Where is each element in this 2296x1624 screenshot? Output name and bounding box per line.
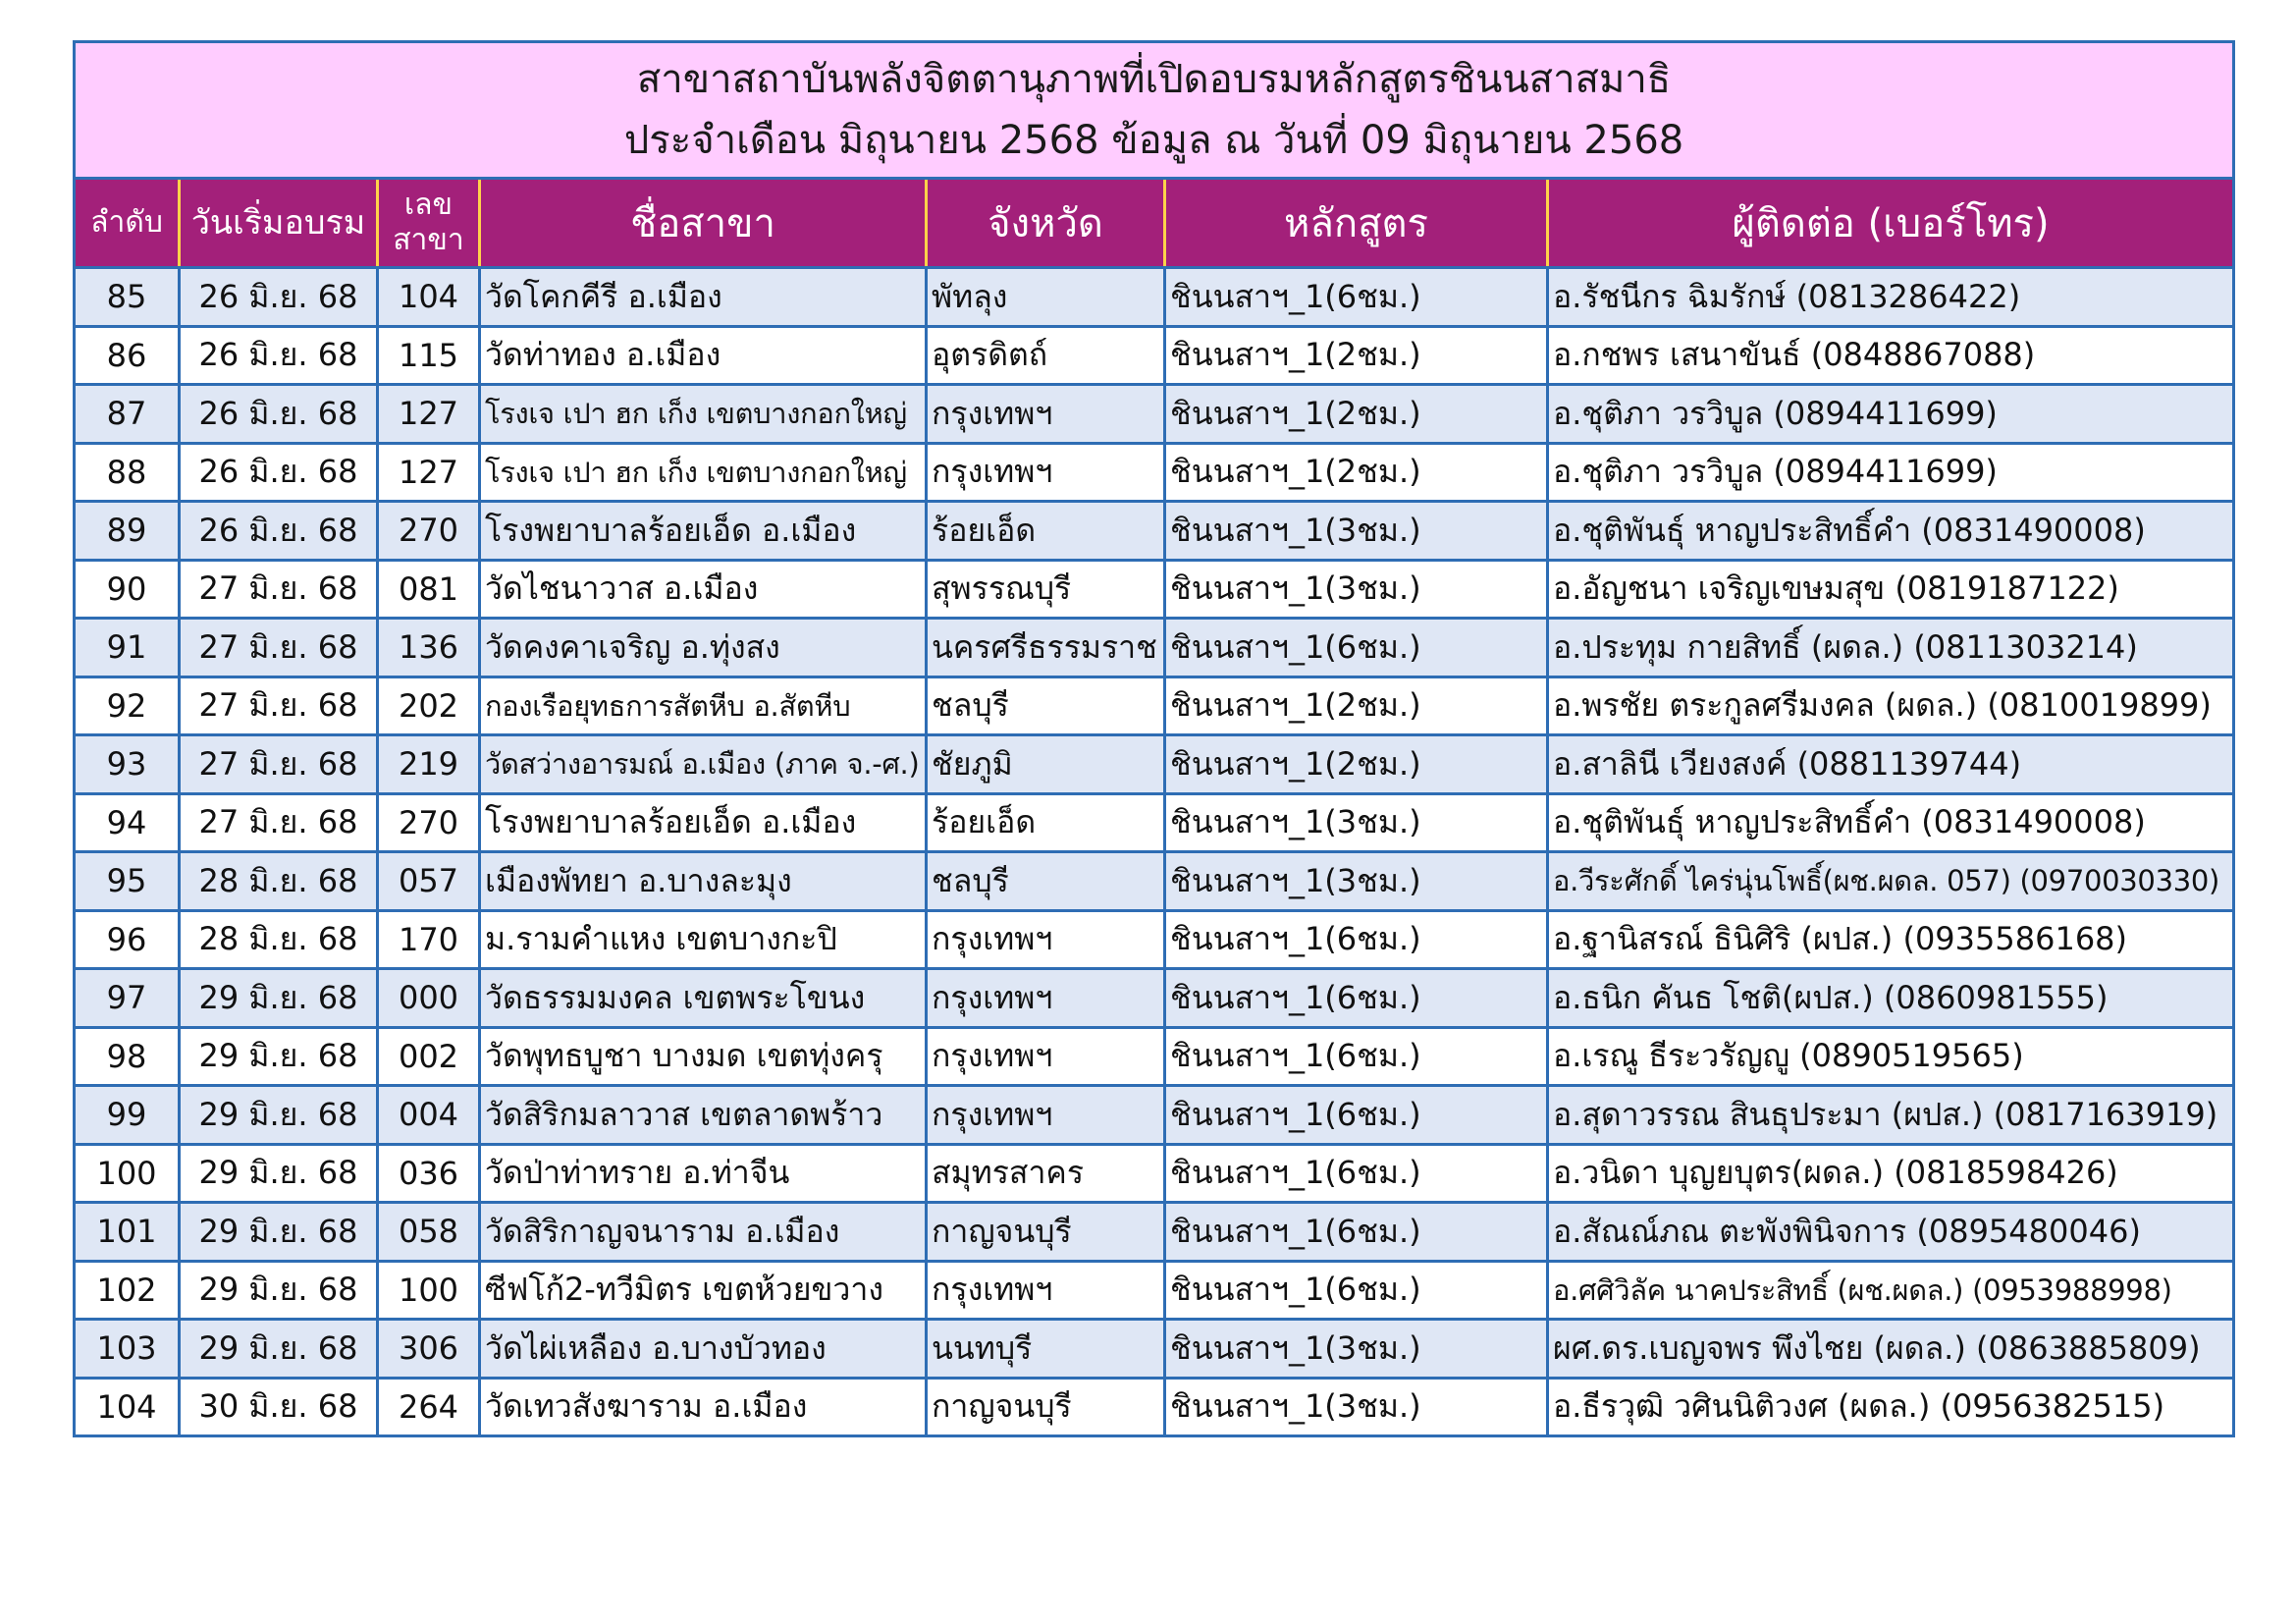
cell-contact: อ.ชุติพันธุ์ หาญประสิทธิ์คำ (0831490008) xyxy=(1548,793,2234,852)
cell-province: กาญจนบุรี xyxy=(927,1378,1165,1436)
header-branch-no-line1: เลข xyxy=(403,188,454,222)
cell-province: กรุงเทพฯ xyxy=(927,1261,1165,1320)
cell-seq: 85 xyxy=(75,268,180,327)
cell-branch-no: 219 xyxy=(378,735,480,794)
cell-seq: 97 xyxy=(75,969,180,1028)
cell-branch-no: 081 xyxy=(378,560,480,619)
header-seq: ลำดับ xyxy=(75,179,180,268)
cell-province: กรุงเทพฯ xyxy=(927,1086,1165,1145)
cell-province: นนทบุรี xyxy=(927,1320,1165,1379)
cell-contact: อ.ธีรวุฒิ วศินนิติวงศ (ผดล.) (0956382515) xyxy=(1548,1378,2234,1436)
table-row xyxy=(75,1320,2234,1379)
cell-contact: อ.ประทุม กายสิทธิ์ (ผดล.) (0811303214) xyxy=(1548,619,2234,677)
column-header-row xyxy=(75,179,2234,268)
cell-branch-name: วัดพุทธบูชา บางมด เขตทุ่งครุ xyxy=(480,1027,927,1086)
cell-branch-no: 104 xyxy=(378,268,480,327)
cell-province: พัทลุง xyxy=(927,268,1165,327)
cell-course: ชินนสาฯ_1(6ชม.) xyxy=(1165,1203,1548,1262)
cell-branch-name: โรงพยาบาลร้อยเอ็ด อ.เมือง xyxy=(480,502,927,561)
table-row xyxy=(75,1203,2234,1262)
cell-branch-name: วัดธรรมมงคล เขตพระโขนง xyxy=(480,969,927,1028)
cell-course: ชินนสาฯ_1(3ชม.) xyxy=(1165,852,1548,911)
cell-course: ชินนสาฯ_1(2ชม.) xyxy=(1165,735,1548,794)
cell-start-date: 26 มิ.ย. 68 xyxy=(180,502,378,561)
cell-course: ชินนสาฯ_1(2ชม.) xyxy=(1165,385,1548,444)
table-row xyxy=(75,1261,2234,1320)
cell-branch-name: วัดสว่างอารมณ์ อ.เมือง (ภาค จ.-ศ.) xyxy=(480,735,927,794)
title-line-2: ประจำเดือน มิถุนายน 2568 ข้อมูล ณ วันที่ 09 มิถุนายน 2568 xyxy=(623,118,1684,163)
cell-seq: 93 xyxy=(75,735,180,794)
table-row xyxy=(75,852,2234,911)
title-line-1: สาขาสถาบันพลังจิตตานุภาพที่เปิดอบรมหลักสูตรชินนสาสมาธิ xyxy=(636,57,1672,102)
cell-contact: อ.ฐานิสรณ์ ธินิศิริ (ผปส.) (0935586168) xyxy=(1548,910,2234,969)
cell-province: อุตรดิตถ์ xyxy=(927,326,1165,385)
table-row xyxy=(75,326,2234,385)
cell-contact: อ.สาลินี เวียงสงค์ (0881139744) xyxy=(1548,735,2234,794)
cell-seq: 89 xyxy=(75,502,180,561)
header-contact: ผู้ติดต่อ (เบอร์โทร) xyxy=(1548,179,2234,268)
cell-contact: อ.วนิดา บุญยบุตร(ผดล.) (0818598426) xyxy=(1548,1144,2234,1203)
table-row xyxy=(75,910,2234,969)
cell-seq: 96 xyxy=(75,910,180,969)
cell-course: ชินนสาฯ_1(3ชม.) xyxy=(1165,793,1548,852)
cell-contact: ผศ.ดร.เบญจพร พึงไชย (ผดล.) (0863885809) xyxy=(1548,1320,2234,1379)
cell-branch-name: ม.รามคำแหง เขตบางกะปิ xyxy=(480,910,927,969)
table-row xyxy=(75,619,2234,677)
cell-branch-name: โรงเจ เปา ฮก เก็ง เขตบางกอกใหญ่ xyxy=(480,385,927,444)
cell-start-date: 27 มิ.ย. 68 xyxy=(180,793,378,852)
header-course: หลักสูตร xyxy=(1165,179,1548,268)
table-row xyxy=(75,385,2234,444)
cell-start-date: 29 มิ.ย. 68 xyxy=(180,969,378,1028)
cell-province: กรุงเทพฯ xyxy=(927,385,1165,444)
cell-province: กาญจนบุรี xyxy=(927,1203,1165,1262)
cell-start-date: 29 มิ.ย. 68 xyxy=(180,1320,378,1379)
cell-branch-no: 127 xyxy=(378,443,480,502)
cell-contact: อ.รัชนีกร ฉิมรักษ์ (0813286422) xyxy=(1548,268,2234,327)
cell-contact: อ.กชพร เสนาขันธ์ (0848867088) xyxy=(1548,326,2234,385)
cell-course: ชินนสาฯ_1(2ชม.) xyxy=(1165,677,1548,735)
cell-contact: อ.พรชัย ตระกูลศรีมงคล (ผดล.) (0810019899) xyxy=(1548,677,2234,735)
table-body xyxy=(75,268,2234,1436)
cell-branch-no: 306 xyxy=(378,1320,480,1379)
cell-branch-no: 002 xyxy=(378,1027,480,1086)
table-row xyxy=(75,502,2234,561)
cell-branch-name: วัดท่าทอง อ.เมือง xyxy=(480,326,927,385)
cell-course: ชินนสาฯ_1(6ชม.) xyxy=(1165,268,1548,327)
table-row xyxy=(75,793,2234,852)
cell-branch-no: 270 xyxy=(378,793,480,852)
cell-start-date: 30 มิ.ย. 68 xyxy=(180,1378,378,1436)
cell-start-date: 29 มิ.ย. 68 xyxy=(180,1261,378,1320)
cell-province: กรุงเทพฯ xyxy=(927,969,1165,1028)
cell-province: ชลบุรี xyxy=(927,852,1165,911)
table-row xyxy=(75,1378,2234,1436)
cell-branch-no: 036 xyxy=(378,1144,480,1203)
cell-start-date: 27 มิ.ย. 68 xyxy=(180,619,378,677)
cell-province: สุพรรณบุรี xyxy=(927,560,1165,619)
cell-contact: อ.วีระศักดิ์ ไคร่นุ่นโพธิ์(ผช.ผดล. 057) (0970030330) xyxy=(1548,852,2234,911)
cell-course: ชินนสาฯ_1(6ชม.) xyxy=(1165,1144,1548,1203)
cell-start-date: 26 มิ.ย. 68 xyxy=(180,326,378,385)
table-row xyxy=(75,443,2234,502)
cell-contact: อ.อัญชนา เจริญเขษมสุข (0819187122) xyxy=(1548,560,2234,619)
cell-branch-no: 270 xyxy=(378,502,480,561)
cell-seq: 100 xyxy=(75,1144,180,1203)
cell-branch-no: 004 xyxy=(378,1086,480,1145)
cell-branch-name: โรงพยาบาลร้อยเอ็ด อ.เมือง xyxy=(480,793,927,852)
title-row xyxy=(75,42,2234,179)
training-schedule-table xyxy=(73,40,2235,1437)
cell-seq: 94 xyxy=(75,793,180,852)
document-title xyxy=(75,42,2234,179)
cell-contact: อ.ชุติภา วรวิบูล (0894411699) xyxy=(1548,443,2234,502)
cell-contact: อ.เรณู ธีระวรัญญู (0890519565) xyxy=(1548,1027,2234,1086)
cell-course: ชินนสาฯ_1(3ชม.) xyxy=(1165,1320,1548,1379)
cell-seq: 102 xyxy=(75,1261,180,1320)
cell-branch-name: วัดสิริกาญจนาราม อ.เมือง xyxy=(480,1203,927,1262)
cell-branch-no: 115 xyxy=(378,326,480,385)
cell-province: ร้อยเอ็ด xyxy=(927,793,1165,852)
cell-course: ชินนสาฯ_1(6ชม.) xyxy=(1165,1027,1548,1086)
cell-course: ชินนสาฯ_1(2ชม.) xyxy=(1165,443,1548,502)
cell-start-date: 29 มิ.ย. 68 xyxy=(180,1203,378,1262)
cell-seq: 101 xyxy=(75,1203,180,1262)
cell-course: ชินนสาฯ_1(6ชม.) xyxy=(1165,619,1548,677)
cell-branch-name: เมืองพัทยา อ.บางละมุง xyxy=(480,852,927,911)
cell-branch-no: 264 xyxy=(378,1378,480,1436)
cell-branch-no: 100 xyxy=(378,1261,480,1320)
cell-contact: อ.ชุติพันธุ์ หาญประสิทธิ์คำ (0831490008) xyxy=(1548,502,2234,561)
cell-seq: 95 xyxy=(75,852,180,911)
cell-province: ชัยภูมิ xyxy=(927,735,1165,794)
cell-course: ชินนสาฯ_1(6ชม.) xyxy=(1165,1261,1548,1320)
cell-start-date: 27 มิ.ย. 68 xyxy=(180,677,378,735)
table-row xyxy=(75,268,2234,327)
cell-province: สมุทรสาคร xyxy=(927,1144,1165,1203)
cell-contact: อ.ชุติภา วรวิบูล (0894411699) xyxy=(1548,385,2234,444)
cell-start-date: 26 มิ.ย. 68 xyxy=(180,385,378,444)
cell-branch-no: 127 xyxy=(378,385,480,444)
cell-branch-no: 202 xyxy=(378,677,480,735)
cell-contact: อ.สัณณ์ภณ ตะพังพินิจการ (0895480046) xyxy=(1548,1203,2234,1262)
cell-province: ชลบุรี xyxy=(927,677,1165,735)
table-row xyxy=(75,677,2234,735)
cell-start-date: 28 มิ.ย. 68 xyxy=(180,852,378,911)
cell-province: ร้อยเอ็ด xyxy=(927,502,1165,561)
cell-start-date: 29 มิ.ย. 68 xyxy=(180,1027,378,1086)
table-row xyxy=(75,1086,2234,1145)
cell-contact: อ.ธนิก คันธ โชติ(ผปส.) (0860981555) xyxy=(1548,969,2234,1028)
cell-start-date: 27 มิ.ย. 68 xyxy=(180,735,378,794)
cell-branch-no: 000 xyxy=(378,969,480,1028)
cell-branch-no: 057 xyxy=(378,852,480,911)
cell-seq: 91 xyxy=(75,619,180,677)
cell-branch-name: โรงเจ เปา ฮก เก็ง เขตบางกอกใหญ่ xyxy=(480,443,927,502)
cell-course: ชินนสาฯ_1(3ชม.) xyxy=(1165,502,1548,561)
header-branch-name: ชื่อสาขา xyxy=(480,179,927,268)
table-row xyxy=(75,560,2234,619)
cell-seq: 99 xyxy=(75,1086,180,1145)
cell-seq: 103 xyxy=(75,1320,180,1379)
table-row xyxy=(75,969,2234,1028)
cell-branch-name: ซีฟโก้2-ทวีมิตร เขตห้วยขวาง xyxy=(480,1261,927,1320)
cell-seq: 86 xyxy=(75,326,180,385)
cell-course: ชินนสาฯ_1(6ชม.) xyxy=(1165,969,1548,1028)
cell-start-date: 26 มิ.ย. 68 xyxy=(180,443,378,502)
cell-course: ชินนสาฯ_1(3ชม.) xyxy=(1165,1378,1548,1436)
cell-branch-name: วัดไชนาวาส อ.เมือง xyxy=(480,560,927,619)
cell-start-date: 28 มิ.ย. 68 xyxy=(180,910,378,969)
cell-seq: 87 xyxy=(75,385,180,444)
cell-branch-no: 136 xyxy=(378,619,480,677)
cell-branch-name: วัดคงคาเจริญ อ.ทุ่งสง xyxy=(480,619,927,677)
table-row xyxy=(75,735,2234,794)
cell-contact: อ.ศศิวิลัค นาคประสิทธิ์ (ผช.ผดล.) (0953988998) xyxy=(1548,1261,2234,1320)
cell-branch-name: วัดเทวสังฆาราม อ.เมือง xyxy=(480,1378,927,1436)
cell-province: กรุงเทพฯ xyxy=(927,443,1165,502)
cell-province: กรุงเทพฯ xyxy=(927,1027,1165,1086)
cell-start-date: 29 มิ.ย. 68 xyxy=(180,1144,378,1203)
table-row xyxy=(75,1144,2234,1203)
cell-course: ชินนสาฯ_1(6ชม.) xyxy=(1165,1086,1548,1145)
cell-province: กรุงเทพฯ xyxy=(927,910,1165,969)
cell-province: นครศรีธรรมราช xyxy=(927,619,1165,677)
cell-branch-name: วัดสิริกมลาวาส เขตลาดพร้าว xyxy=(480,1086,927,1145)
cell-branch-name: วัดป่าท่าทราย อ.ท่าจีน xyxy=(480,1144,927,1203)
cell-branch-no: 170 xyxy=(378,910,480,969)
cell-start-date: 27 มิ.ย. 68 xyxy=(180,560,378,619)
cell-seq: 98 xyxy=(75,1027,180,1086)
cell-seq: 88 xyxy=(75,443,180,502)
cell-start-date: 29 มิ.ย. 68 xyxy=(180,1086,378,1145)
cell-branch-name: วัดโคกคีรี อ.เมือง xyxy=(480,268,927,327)
table-row xyxy=(75,1027,2234,1086)
cell-course: ชินนสาฯ_1(2ชม.) xyxy=(1165,326,1548,385)
cell-branch-no: 058 xyxy=(378,1203,480,1262)
cell-seq: 104 xyxy=(75,1378,180,1436)
header-start-date: วันเริ่มอบรม xyxy=(180,179,378,268)
cell-start-date: 26 มิ.ย. 68 xyxy=(180,268,378,327)
header-branch-no xyxy=(378,179,480,268)
cell-seq: 90 xyxy=(75,560,180,619)
cell-course: ชินนสาฯ_1(6ชม.) xyxy=(1165,910,1548,969)
cell-branch-name: กองเรือยุทธการสัตหีบ อ.สัตหีบ xyxy=(480,677,927,735)
cell-contact: อ.สุดาวรรณ สินธุประมา (ผปส.) (0817163919) xyxy=(1548,1086,2234,1145)
cell-seq: 92 xyxy=(75,677,180,735)
header-province: จังหวัด xyxy=(927,179,1165,268)
cell-course: ชินนสาฯ_1(3ชม.) xyxy=(1165,560,1548,619)
header-branch-no-line2: สาขา xyxy=(393,223,464,257)
cell-branch-name: วัดไผ่เหลือง อ.บางบัวทอง xyxy=(480,1320,927,1379)
